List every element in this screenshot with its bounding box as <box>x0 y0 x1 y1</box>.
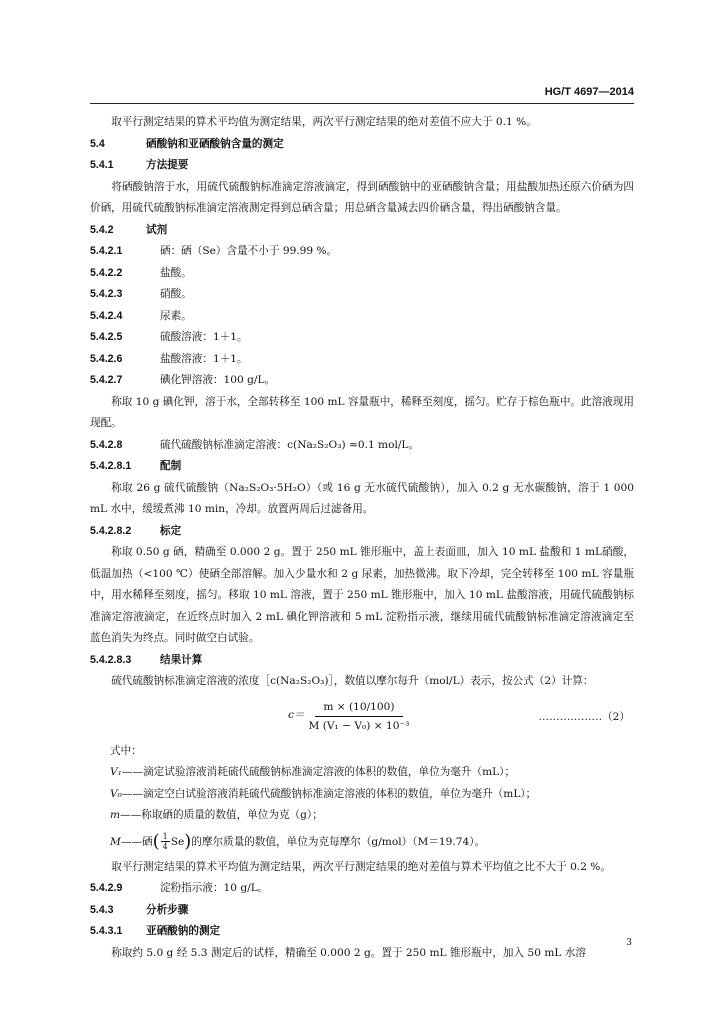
variable-definition <box>90 827 634 857</box>
where-label: 式中： <box>110 744 142 757</box>
formula-2 <box>90 693 634 741</box>
section-heading-5-4-2-8-2 <box>90 521 634 543</box>
reagent-item <box>90 327 634 349</box>
item-text: 硒：硒（Se）含量不小于 99.99 %。 <box>160 245 338 257</box>
item-text: 盐酸溶液：1＋1。 <box>160 352 248 365</box>
item-number: 5.4.2.6 <box>90 352 123 365</box>
reagent-item <box>90 306 634 328</box>
paragraph: 称取约 5.0 g 经 5.3 测定后的试样，精确至 0.000 2 g。置于 250 mL 锥形瓶中，加入 50 mL 水溶 <box>111 946 586 959</box>
paragraph: 称取 0.50 g 硒，精确至 0.000 2 g。置于 250 mL 锥形瓶中，盖上表面皿，加入 10 mL 盐酸和 1 mL硝酸，低温加热（<100 ℃）使硒全部溶解。加入少量水和 2 g 尿素，加热微沸。取下冷却，完全转移至 100 mL 容量瓶中，用水稀释至刻度，摇匀。移取 10 mL 溶液，置于 250 mL 锥形瓶中，加入 10 mL 盐酸溶液，用硫代硫酸钠标准滴定溶液滴定，在近终点时加入 2 mL 碘化钾溶液和 5 mL 淀粉指示液，继续用硫代硫酸钠标准滴定溶液滴定至蓝色消失为终点。同时做空白试验。 <box>90 546 634 644</box>
reagent-item <box>90 241 634 263</box>
item-number: 5.4.2.4 <box>90 309 123 322</box>
reagent-item <box>90 349 634 371</box>
section-title: 试剂 <box>146 223 168 236</box>
item-number: 5.4.2.3 <box>90 288 123 300</box>
section-number: 5.4.1 <box>90 159 114 171</box>
section-number: 5.4.2.8.1 <box>90 460 132 472</box>
reagent-item <box>90 878 634 900</box>
item-text: 盐酸。 <box>160 266 192 279</box>
item-text: 硝酸。 <box>160 288 192 300</box>
formula-denominator: M (V₁ − V₀) × 10⁻³ <box>308 719 410 732</box>
item-number: 5.4.2.7 <box>90 374 123 386</box>
header-rule <box>90 103 634 104</box>
item-text: 硫代硫酸钠标准滴定溶液：c(Na₂S₂O₃) ≈0.1 mol/L。 <box>160 438 420 451</box>
formula-fraction <box>309 699 410 734</box>
variable-description: ——称取硒的质量的数值，单位为克（g）； <box>120 809 323 821</box>
paragraph: 称取 10 g 碘化钾，溶于水，全部转移至 100 mL 容量瓶中，稀释至刻度，摇匀。贮存于棕色瓶中。此溶液现用现配。 <box>90 395 634 429</box>
reagent-item <box>90 435 634 457</box>
section-heading-5-4-3-1 <box>90 921 634 943</box>
section-number: 5.4 <box>90 137 105 150</box>
reagent-item <box>90 370 634 392</box>
section-number: 5.4.2 <box>90 223 114 236</box>
item-text: 硫酸溶液：1＋1。 <box>160 331 248 343</box>
section-title: 分析步骤 <box>146 903 189 916</box>
section-heading-5-4 <box>90 134 634 156</box>
section-title: 结果计算 <box>160 653 203 666</box>
reagent-item <box>90 284 634 306</box>
item-number: 5.4.2.5 <box>90 331 123 343</box>
quarter-fraction <box>161 832 170 851</box>
section-title: 亚硒酸钠的测定 <box>146 925 221 937</box>
left-paren: ( <box>152 830 160 852</box>
section-number: 5.4.2.8.2 <box>90 524 132 537</box>
item-number: 5.4.2.2 <box>90 266 123 279</box>
standard-number-header: HG/T 4697—2014 <box>544 86 634 98</box>
variable-symbol: V₀ <box>110 787 122 800</box>
variable-description-post: 的摩尔质量的数值，单位为克每摩尔（g/mol）（M＝19.74）。 <box>191 835 486 848</box>
section-heading-5-4-3 <box>90 900 634 922</box>
variable-symbol: V₁ <box>110 766 122 778</box>
item-number: 5.4.2.8 <box>90 438 123 451</box>
page-number: 3 <box>626 938 632 948</box>
section-number: 5.4.3.1 <box>90 925 123 937</box>
section-number: 5.4.2.8.3 <box>90 653 132 666</box>
paragraph: 取平行测定结果的算术平均值为测定结果，两次平行测定结果的绝对差值不应大于 0.1 %。 <box>111 116 537 128</box>
reagent-item <box>90 263 634 285</box>
element-symbol: Se <box>170 835 185 848</box>
section-heading-5-4-1 <box>90 155 634 177</box>
section-title: 硒酸钠和亚硒酸钠含量的测定 <box>146 137 284 150</box>
section-title: 方法提要 <box>146 159 189 171</box>
variable-symbol: M <box>110 835 121 848</box>
item-number: 5.4.2.1 <box>90 245 123 257</box>
item-text: 淀粉指示液：10 g/L。 <box>160 882 269 894</box>
variable-symbol: m <box>110 809 121 821</box>
section-title: 配制 <box>160 460 182 472</box>
variable-definition <box>90 762 634 784</box>
variable-description: ——滴定空白试验溶液消耗硫代硫酸钠标准滴定溶液的体积的数值，单位为毫升（mL）； <box>121 787 537 800</box>
fraction-denominator: 4 <box>162 842 168 851</box>
formula-numerator: m × (10/100) <box>315 699 402 717</box>
section-heading-5-4-2-8-1 <box>90 456 634 478</box>
formula-lhs: c＝ <box>288 709 305 722</box>
section-heading-5-4-2-8-3 <box>90 650 634 672</box>
paragraph: 硫代硫酸钠标准滴定溶液的浓度［c(Na₂S₂O₃)］，数值以摩尔每升（mol/L）表示，按公式（2）计算： <box>111 675 594 687</box>
item-number: 5.4.2.9 <box>90 882 123 894</box>
section-number: 5.4.3 <box>90 903 114 916</box>
paragraph: 将硒酸钠溶于水，用硫代硫酸钠标准滴定溶液滴定，得到硒酸钠中的亚硒酸钠含量；用盐酸加热还原六价硒为四价硒，用硫代硫酸钠标准滴定溶液测定得到总硒含量；用总硒含量减去四价硒含量，得出硒酸钠含量。 <box>90 180 634 214</box>
paragraph: 取平行测定结果的算术平均值为测定结果，两次平行测定结果的绝对差值与算术平均值之比不大于 0.2 %。 <box>111 860 611 873</box>
section-heading-5-4-2 <box>90 220 634 242</box>
variable-description: ——滴定试验溶液消耗硫代硫酸钠标准滴定溶液的体积的数值，单位为毫升（mL）； <box>121 766 516 778</box>
document-body <box>90 112 634 964</box>
right-paren: ) <box>184 830 192 852</box>
fraction-numerator: 1 <box>162 832 168 841</box>
variable-definition <box>90 805 634 827</box>
item-text: 尿素。 <box>160 309 192 322</box>
formula-expression <box>288 699 409 734</box>
variable-definition <box>90 784 634 806</box>
paragraph: 称取 26 g 硫代硫酸钠（Na₂S₂O₃·5H₂O）（或 16 g 无水硫代硫酸钠），加入 0.2 g 无水碳酸钠，溶于 1 000 mL 水中，缓缓煮沸 10 min，冷却。放置两周后过滤备用。 <box>90 481 634 515</box>
item-text: 碘化钾溶液：100 g/L。 <box>160 374 276 386</box>
section-title: 标定 <box>160 524 182 537</box>
variable-description-pre: ——硒 <box>120 835 153 848</box>
equation-number: ………………（2） <box>538 710 630 723</box>
